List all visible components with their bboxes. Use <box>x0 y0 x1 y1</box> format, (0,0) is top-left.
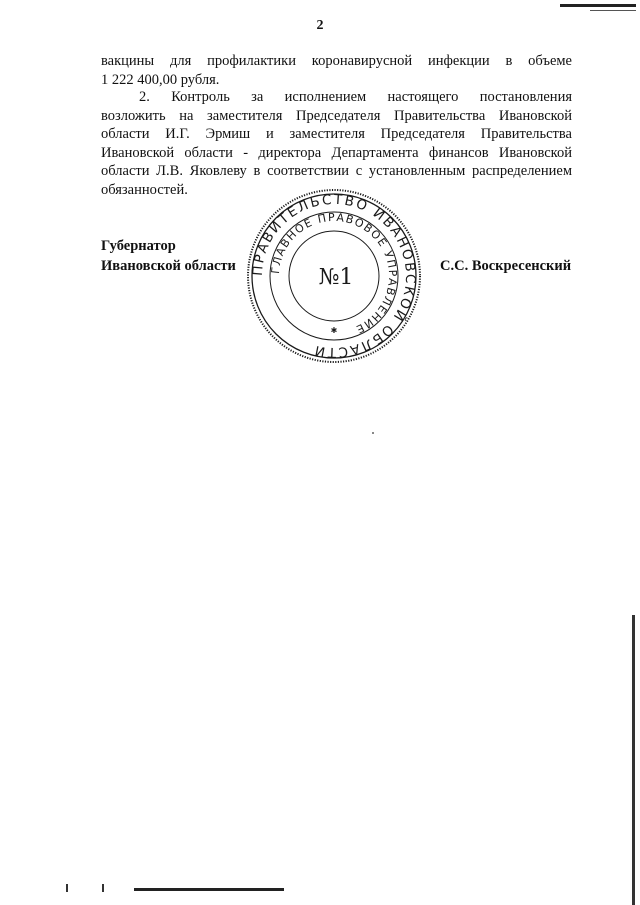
seal-outer-text: ПРАВИТЕЛЬСТВО ИВАНОВСКОЙ ОБЛАСТИ <box>249 191 419 361</box>
paragraph-2 <box>101 88 572 199</box>
paragraph-1-line: вакцины для профилактики коронавирусной инфекции в объеме <box>101 53 572 69</box>
seal-graphic <box>244 186 424 366</box>
paragraph-2-line: области Л.В. Яковлеву в соответствии с установленным распределением <box>101 163 572 179</box>
seal-star-icon: ✱ <box>330 326 338 335</box>
paragraph-2-line: 2. Контроль за исполнением настоящего постановления <box>139 89 572 105</box>
scan-artifact-top-thin <box>590 10 636 11</box>
paragraph-2-line: области И.Г. Эрмиш и заместителя Председателя Правительства <box>101 126 572 142</box>
official-seal <box>244 186 424 366</box>
scan-artifact-bottom <box>134 888 284 891</box>
paragraph-2-line: Ивановской области - директора Департамента финансов Ивановской <box>101 144 572 161</box>
signatory-title <box>101 236 236 276</box>
scan-artifact-dot <box>372 432 374 434</box>
paragraph-2-line: обязанностей. <box>101 181 188 198</box>
scan-artifact-tick <box>102 884 104 892</box>
page-number: 2 <box>316 18 324 33</box>
paragraph-1 <box>101 52 572 89</box>
signatory-title-line2: Ивановской области <box>101 258 236 274</box>
scan-artifact-right-edge <box>632 615 635 905</box>
paragraph-2-line: возложить на заместителя Председателя Правительства Ивановской <box>101 107 572 124</box>
signatory-title-line1: Губернатор <box>101 238 176 254</box>
seal-inner-text: ГЛАВНОЕ ПРАВОВОЕ УПРАВЛЕНИЕ <box>268 210 400 337</box>
paragraph-1-line: 1 222 400,00 рубля. <box>101 71 220 88</box>
scan-artifact-top <box>560 4 636 7</box>
scan-artifact-tick <box>66 884 68 892</box>
signatory-name: С.С. Воскресенский <box>440 258 572 274</box>
seal-center-number: №1 <box>318 265 354 290</box>
